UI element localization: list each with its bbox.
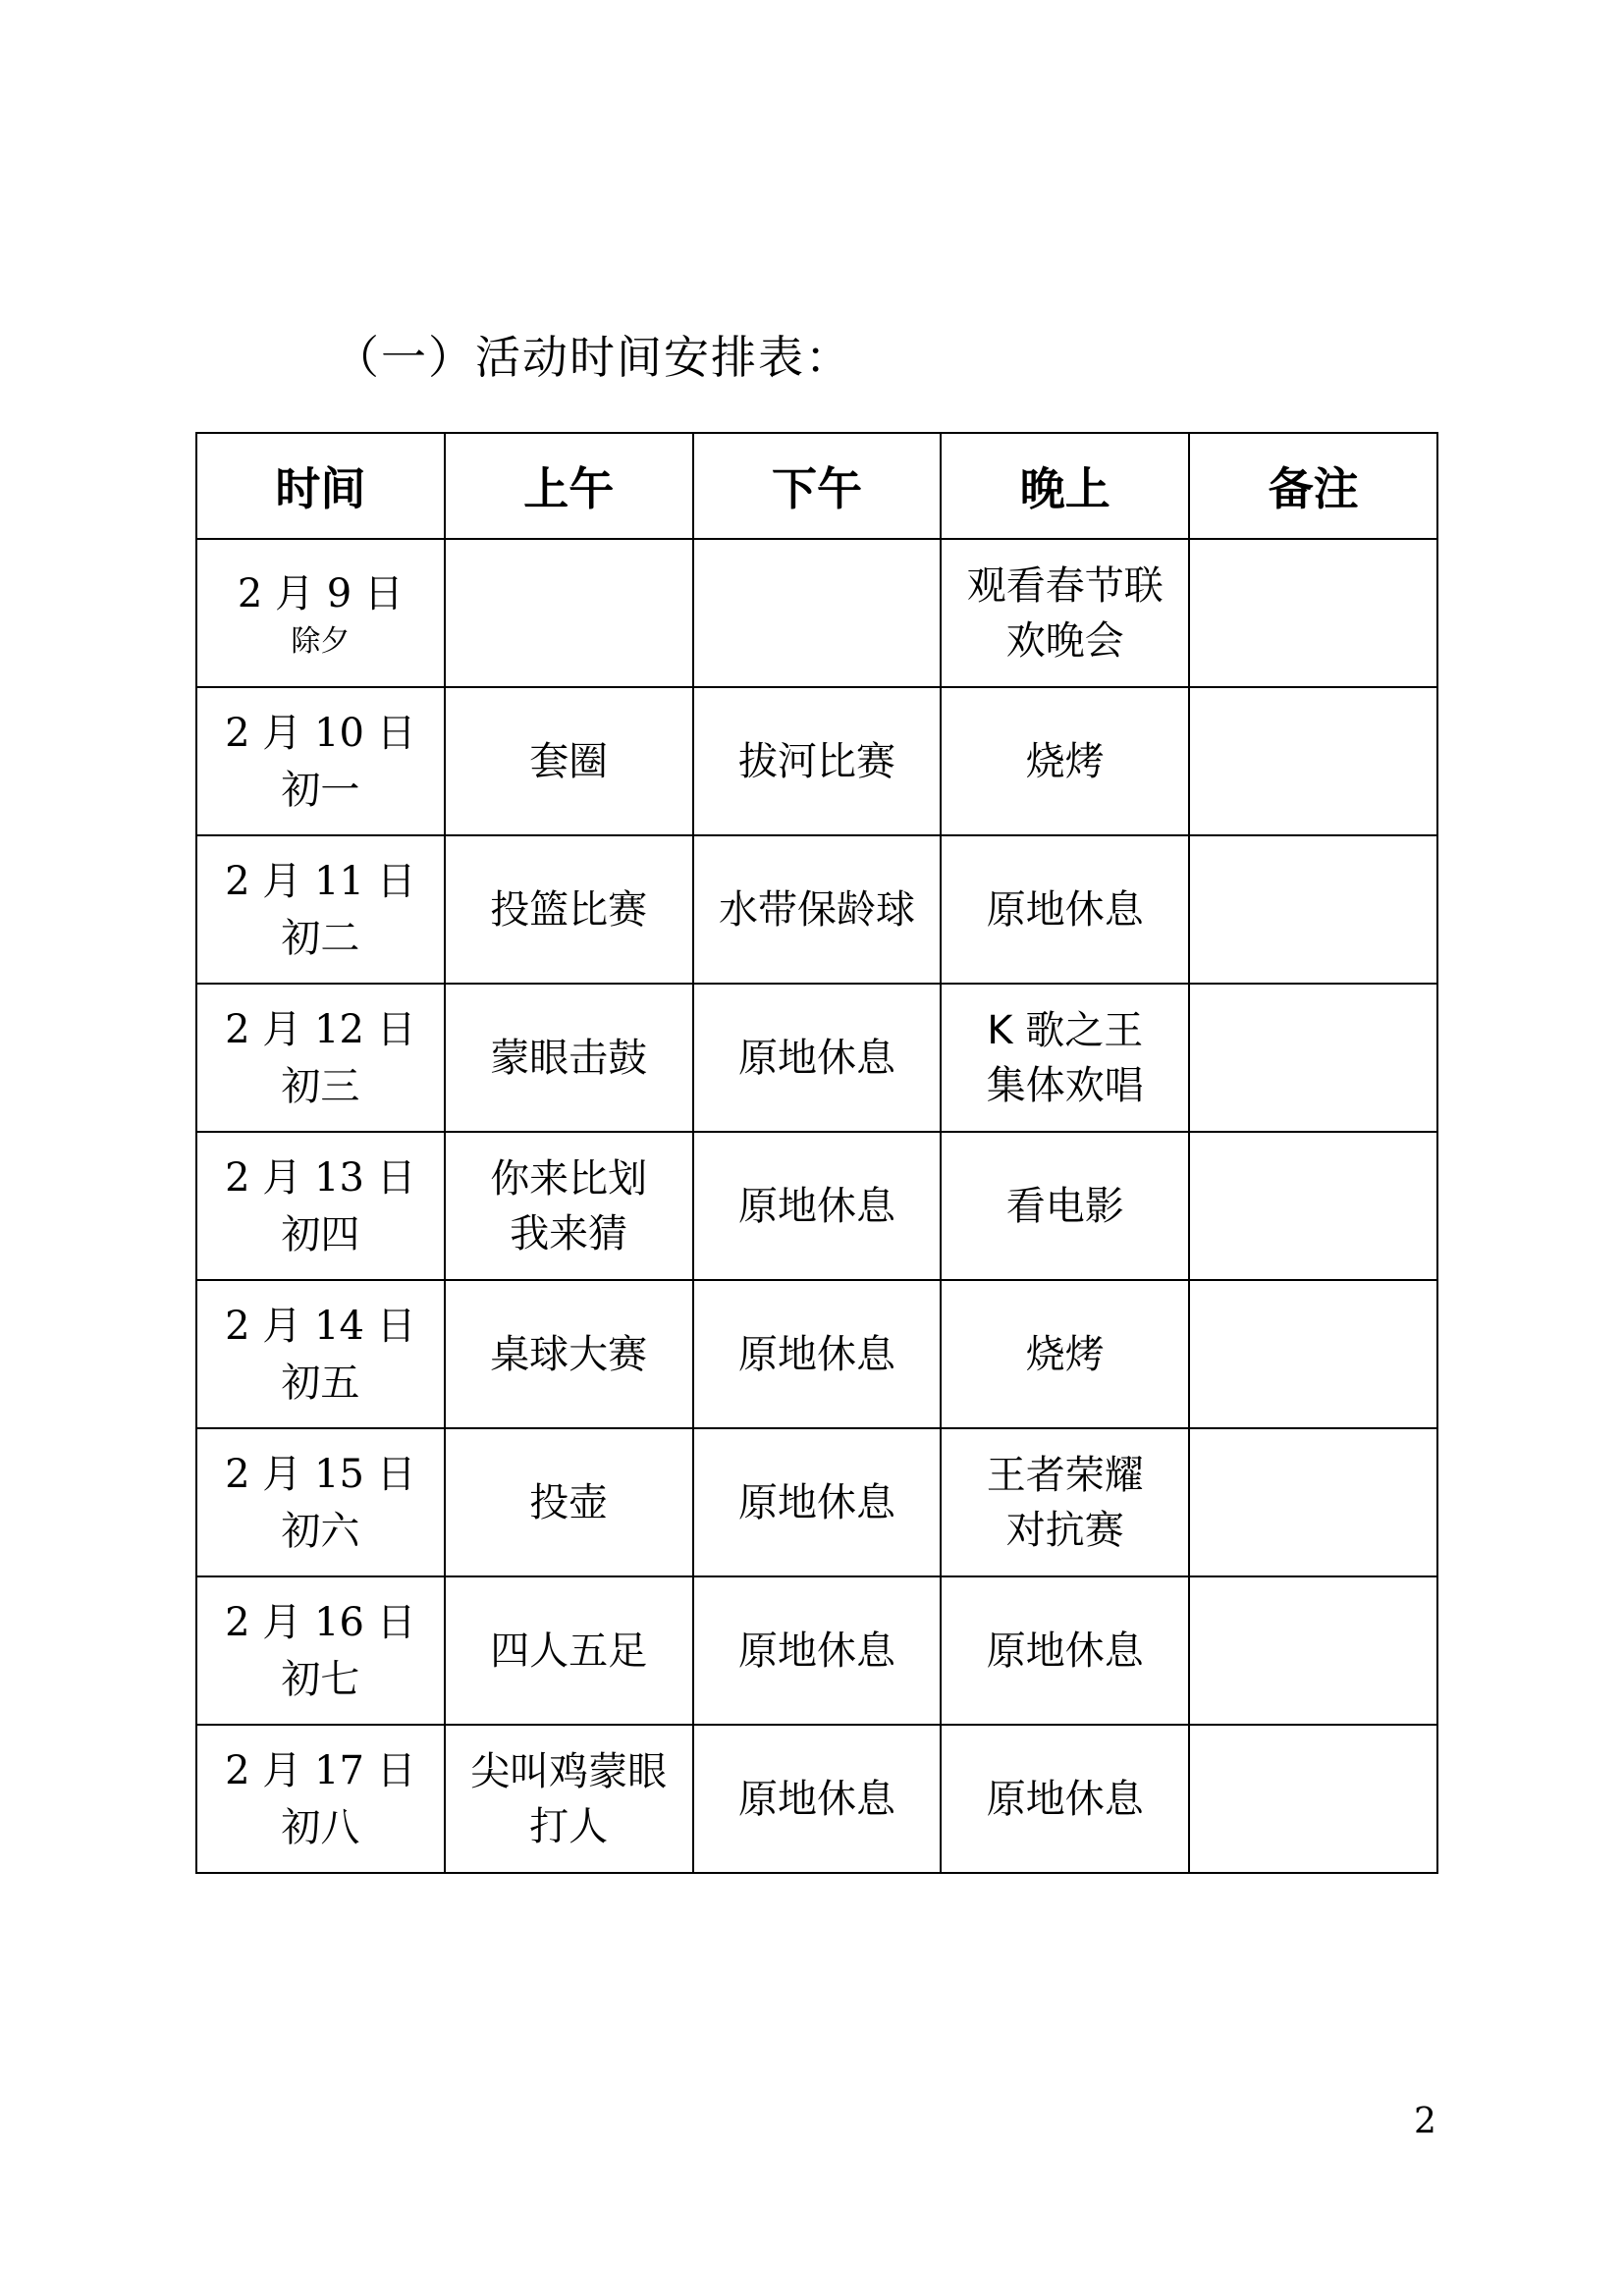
cell-afternoon-text: 原地休息: [737, 1628, 895, 1674]
cell-afternoon: [693, 1725, 942, 1873]
cell-evening: [941, 1576, 1189, 1725]
cell-evening: [941, 687, 1189, 835]
cell-afternoon: [693, 1428, 942, 1576]
header-evening: 晚上: [941, 433, 1189, 539]
table-header-row: [196, 433, 1437, 539]
cell-evening-text: K 歌之王 集体欢唱: [986, 1007, 1144, 1108]
cell-note: [1189, 1725, 1437, 1873]
date-text: 2 月 16 日: [225, 1599, 416, 1645]
cell-afternoon-text: 原地休息: [737, 1035, 895, 1081]
cell-evening-text: 王者荣耀 对抗赛: [986, 1452, 1144, 1553]
date-text: 2 月 14 日: [225, 1303, 416, 1349]
day-text: 除夕: [291, 623, 351, 659]
cell-note: [1189, 1576, 1437, 1725]
cell-morning: [445, 687, 693, 835]
cell-morning: [445, 1576, 693, 1725]
cell-time: [196, 1725, 445, 1873]
cell-evening: [941, 1132, 1189, 1280]
table-row: [196, 687, 1437, 835]
cell-evening-text: 原地休息: [986, 1776, 1144, 1822]
cell-evening: [941, 1428, 1189, 1576]
day-text: 初一: [281, 767, 360, 813]
cell-evening-text: 观看春节联 欢晚会: [966, 562, 1164, 664]
cell-evening: [941, 539, 1189, 687]
date-text: 2 月 10 日: [225, 710, 416, 756]
cell-morning-text: 你来比划 我来猜: [490, 1155, 648, 1256]
page-number: 2: [1414, 2102, 1436, 2142]
section-heading: （一）活动时间安排表：: [334, 331, 852, 384]
cell-evening: [941, 1725, 1189, 1873]
cell-afternoon: [693, 1132, 942, 1280]
cell-morning-text: 投篮比赛: [490, 886, 648, 933]
cell-time: [196, 984, 445, 1132]
table-row: [196, 1725, 1437, 1873]
cell-evening-text: 烧烤: [1025, 738, 1105, 784]
cell-time: [196, 687, 445, 835]
cell-evening-text: 原地休息: [986, 1628, 1144, 1674]
day-text: 初八: [281, 1804, 360, 1850]
cell-afternoon: [693, 1576, 942, 1725]
cell-time: [196, 1132, 445, 1280]
cell-afternoon: [693, 1280, 942, 1428]
cell-time: [196, 539, 445, 687]
table-row: [196, 1576, 1437, 1725]
cell-evening: [941, 1280, 1189, 1428]
day-text: 初六: [281, 1508, 360, 1554]
day-text: 初四: [281, 1211, 360, 1257]
schedule-body: [196, 539, 1437, 1873]
date-text: 2 月 13 日: [225, 1154, 416, 1201]
header-note: 备注: [1189, 433, 1437, 539]
cell-morning-text: 四人五足: [490, 1628, 648, 1674]
cell-morning: [445, 1280, 693, 1428]
date-text: 2 月 11 日: [225, 858, 416, 904]
day-text: 初三: [281, 1063, 360, 1109]
cell-note: [1189, 835, 1437, 984]
date-text: 2 月 17 日: [225, 1747, 416, 1793]
cell-afternoon-text: 拔河比赛: [737, 738, 895, 784]
cell-note: [1189, 1280, 1437, 1428]
cell-morning: [445, 1132, 693, 1280]
date-text: 2 月 15 日: [225, 1451, 416, 1497]
table-row: [196, 1132, 1437, 1280]
header-afternoon: 下午: [693, 433, 942, 539]
day-text: 初五: [281, 1360, 360, 1406]
day-text: 初七: [281, 1656, 360, 1702]
cell-note: [1189, 539, 1437, 687]
table-row: [196, 835, 1437, 984]
cell-afternoon: [693, 687, 942, 835]
cell-morning-text: 套圈: [529, 738, 609, 784]
schedule-table: [195, 432, 1438, 1874]
cell-afternoon: [693, 984, 942, 1132]
cell-morning: [445, 1725, 693, 1873]
cell-morning: [445, 1428, 693, 1576]
cell-time: [196, 1280, 445, 1428]
cell-morning: [445, 539, 693, 687]
cell-evening: [941, 984, 1189, 1132]
cell-evening-text: 看电影: [1005, 1183, 1124, 1229]
cell-note: [1189, 1428, 1437, 1576]
cell-time: [196, 1576, 445, 1725]
cell-note: [1189, 984, 1437, 1132]
cell-afternoon: [693, 539, 942, 687]
cell-morning: [445, 984, 693, 1132]
cell-morning-text: 尖叫鸡蒙眼 打人: [470, 1748, 668, 1849]
cell-afternoon-text: 水带保龄球: [718, 886, 915, 933]
day-text: 初二: [281, 915, 360, 961]
header-morning: 上午: [445, 433, 693, 539]
cell-afternoon: [693, 835, 942, 984]
cell-morning-text: 投壶: [529, 1479, 609, 1525]
cell-time: [196, 835, 445, 984]
cell-afternoon-text: 原地休息: [737, 1331, 895, 1377]
cell-morning-text: 蒙眼击鼓: [490, 1035, 648, 1081]
table-row: [196, 984, 1437, 1132]
cell-time: [196, 1428, 445, 1576]
table-row: [196, 1280, 1437, 1428]
table-row: [196, 539, 1437, 687]
cell-morning-text: 桌球大赛: [490, 1331, 648, 1377]
cell-evening: [941, 835, 1189, 984]
cell-evening-text: 烧烤: [1025, 1331, 1105, 1377]
cell-afternoon-text: 原地休息: [737, 1479, 895, 1525]
cell-note: [1189, 687, 1437, 835]
date-text: 2 月 12 日: [225, 1006, 416, 1052]
table-row: [196, 1428, 1437, 1576]
cell-morning: [445, 835, 693, 984]
cell-afternoon-text: 原地休息: [737, 1776, 895, 1822]
date-text: 2 月 9 日: [237, 570, 404, 616]
cell-evening-text: 原地休息: [986, 886, 1144, 933]
cell-note: [1189, 1132, 1437, 1280]
cell-afternoon-text: 原地休息: [737, 1183, 895, 1229]
header-time: 时间: [196, 433, 445, 539]
